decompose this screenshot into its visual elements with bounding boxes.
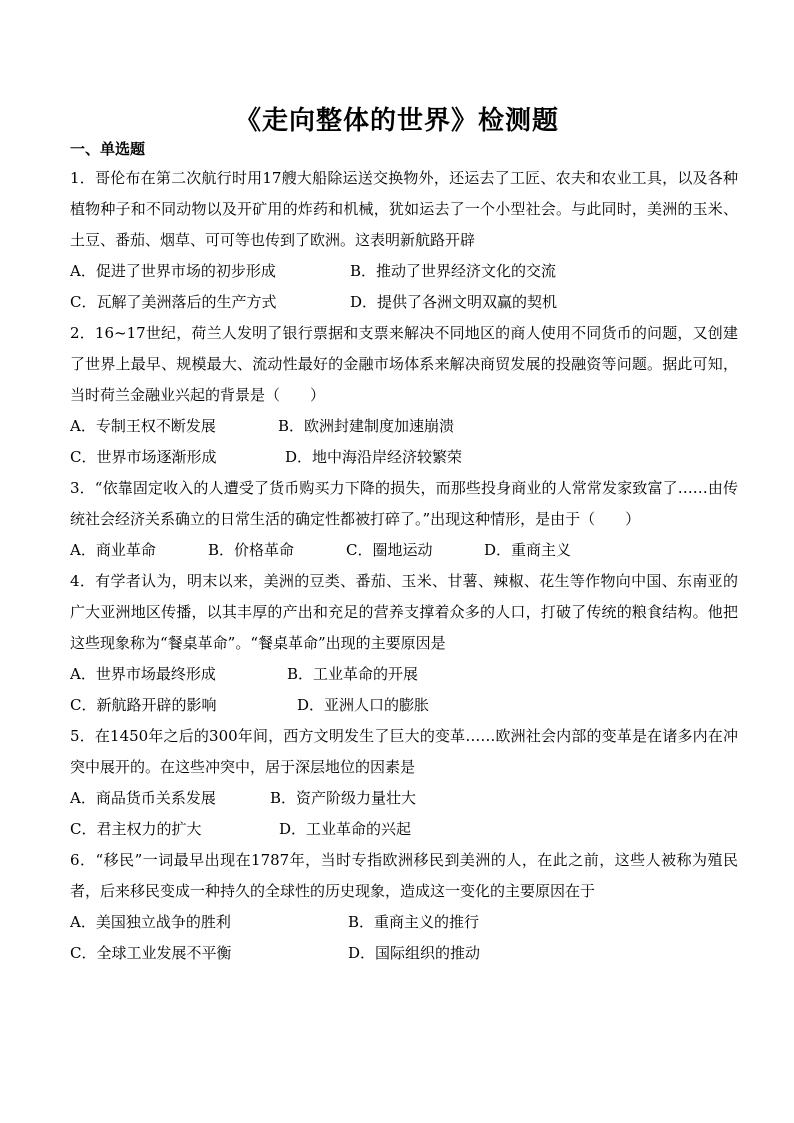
option-row	[70, 442, 738, 473]
question-list	[70, 163, 738, 969]
option-b: B．资产阶级力量壮大	[270, 789, 417, 807]
option-b: B．欧洲封建制度加速崩溃	[278, 417, 455, 435]
option-c: C．世界市场逐渐形成	[70, 448, 217, 466]
option-d: D．国际组织的推动	[348, 944, 481, 962]
option-row	[70, 938, 738, 969]
option-c: C．瓦解了美洲落后的生产方式	[70, 293, 277, 311]
option-row	[70, 535, 738, 566]
option-c: C．新航路开辟的影响	[70, 696, 217, 714]
question-4	[70, 566, 738, 721]
option-row	[70, 659, 738, 690]
question-stem: 5．在1450年之后的300年间，西方文明发生了巨大的变革……欧洲社会内部的变革是在诸多内在冲突中展开的。在这些冲突中，居于深层地位的因素是	[70, 727, 738, 776]
option-c: C．圈地运动	[346, 541, 433, 559]
option-row	[70, 256, 738, 287]
option-d: D．提供了各洲文明双赢的契机	[350, 293, 558, 311]
option-a: A．促进了世界市场的初步形成	[70, 262, 276, 280]
option-row	[70, 411, 738, 442]
question-2	[70, 318, 738, 473]
question-stem: 4．有学者认为，明末以来，美洲的豆类、番茄、玉米、甘薯、辣椒、花生等作物向中国、东南亚的广大亚洲地区传播，以其丰厚的产出和充足的营养支撑着众多的人口，打破了传统的粮食结构。他把这些现象称为“餐桌革命”。“餐桌革命”出现的主要原因是	[70, 572, 738, 652]
option-row	[70, 814, 738, 845]
option-row	[70, 287, 738, 318]
option-b: B．重商主义的推行	[348, 913, 480, 931]
question-stem: 1．哥伦布在第二次航行时用17艘大船除运送交换物外，还运去了工匠、农夫和农业工具，以及各种植物种子和不同动物以及开矿用的炸药和机械，犹如运去了一个小型社会。与此同时，美洲的玉米、土豆、番茄、烟草、可可等也传到了欧洲。这表明新航路开辟	[70, 169, 738, 249]
option-b: B．工业革命的开展	[287, 665, 419, 683]
question-1	[70, 163, 738, 318]
option-row	[70, 783, 738, 814]
option-a: A．世界市场最终形成	[70, 665, 216, 683]
option-a: A．商品货币关系发展	[70, 789, 216, 807]
question-6	[70, 845, 738, 969]
question-3	[70, 473, 738, 566]
option-a: A．美国独立战争的胜利	[70, 913, 231, 931]
section-heading: 一、单选题	[70, 140, 146, 158]
option-d: D．地中海沿岸经济较繁荣	[285, 448, 463, 466]
option-c: C．君主权力的扩大	[70, 820, 202, 838]
option-row	[70, 907, 738, 938]
document-title: 《走向整体的世界》检测题	[234, 106, 559, 136]
option-d: D．亚洲人口的膨胀	[297, 696, 430, 714]
question-stem: 3．“依靠固定收入的人遭受了货币购买力下降的损失，而那些投身商业的人常常发家致富了……由传统社会经济关系确立的日常生活的确定性都被打碎了。”出现这种情形，是由于（ ）	[70, 479, 738, 528]
option-row	[70, 690, 738, 721]
option-a: A．商业革命	[70, 541, 156, 559]
option-d: D．工业革命的兴起	[279, 820, 412, 838]
option-b: B．推动了世界经济文化的交流	[350, 262, 557, 280]
option-b: B．价格革命	[208, 541, 295, 559]
question-stem: 6．“移民”一词最早出现在1787年，当时专指欧洲移民到美洲的人，在此之前，这些人被称为殖民者，后来移民变成一种持久的全球性的历史现象，造成这一变化的主要原因在于	[70, 851, 738, 900]
option-a: A．专制王权不断发展	[70, 417, 216, 435]
question-5	[70, 721, 738, 845]
option-c: C．全球工业发展不平衡	[70, 944, 232, 962]
option-d: D．重商主义	[484, 541, 572, 559]
question-stem: 2．16~17世纪，荷兰人发明了银行票据和支票来解决不同地区的商人使用不同货币的问题，又创建了世界上最早、规模最大、流动性最好的金融市场体系来解决商贸发展的投融资等问题。据此可知，当时荷兰金融业兴起的背景是（ ）	[70, 324, 738, 404]
